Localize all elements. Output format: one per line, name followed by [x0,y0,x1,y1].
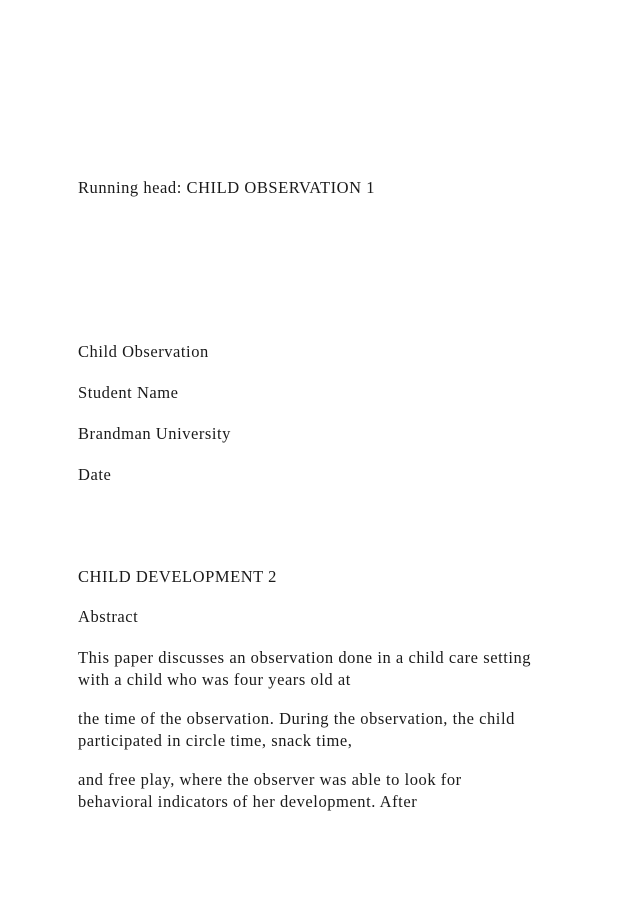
paragraph-line: This paper discusses an observation done in a child care setting [78,648,532,667]
paragraph-line: with a child who was four years old at [78,670,351,689]
page-header: CHILD DEVELOPMENT 2 [78,567,277,586]
paragraph-line: the time of the observation. During the observation, the child [78,709,515,728]
university-name: Brandman University [78,424,231,443]
running-head: Running head: CHILD OBSERVATION 1 [78,178,376,197]
abstract-paragraph [78,708,578,752]
paragraph-line: participated in circle time, snack time, [78,731,353,750]
student-name: Student Name [78,383,179,402]
abstract-paragraph [78,769,578,813]
paragraph-line: behavioral indicators of her development. After [78,792,418,811]
abstract-paragraph [78,647,578,691]
paper-title: Child Observation [78,342,209,361]
date: Date [78,465,112,484]
paragraph-line: and free play, where the observer was able to look for [78,770,462,789]
abstract-heading: Abstract [78,607,139,626]
